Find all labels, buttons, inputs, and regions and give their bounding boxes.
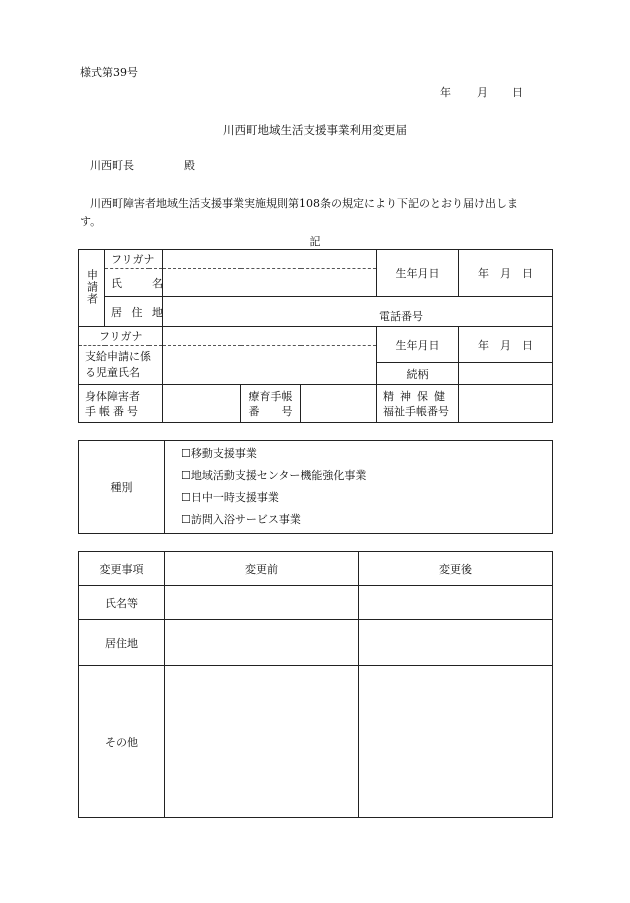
relation-field[interactable] [459,363,553,385]
kind-label: 種別 [79,441,165,534]
applicant-furigana-label: フリガナ [105,250,163,269]
kind-option-idou[interactable]: ☐移動支援事業 [181,447,257,460]
name-before-field[interactable] [165,586,359,620]
ki-mark: 記 [309,235,321,248]
change-table [78,551,553,818]
child-furigana-label: フリガナ [79,327,163,346]
body-text-line2: す。 [80,215,102,228]
body-text-line1: 川西町障害者地域生活支援事業実施規則第108条の規定により下記のとおり届け出しま [90,197,518,210]
other-before-field[interactable] [165,666,359,818]
child-birth-value[interactable]: 年 月 日 [459,327,553,363]
row-label-address: 居住地 [79,620,165,666]
form-number: 様式第39号 [80,66,138,79]
kind-option-chiiki-center[interactable]: ☐地域活動支援センター機能強化事業 [181,469,367,482]
row-label-name: 氏名等 [79,586,165,620]
ryoiku-book-field[interactable] [301,385,377,423]
kind-option-houmon-nyuyoku[interactable]: ☐訪問入浴サービス事業 [181,513,301,526]
honorific: 殿 [184,159,195,172]
address-after-field[interactable] [359,620,553,666]
date-day: 日 [512,86,523,99]
kind-options [165,441,553,534]
col-header-item: 変更事項 [79,552,165,586]
addressee: 川西町長 [90,159,134,172]
col-header-before: 変更前 [165,552,359,586]
applicant-address-field[interactable] [163,297,553,327]
applicant-table [78,249,553,423]
child-birth-label: 生年月日 [377,327,459,363]
applicant-address-label: 居 住 地 [105,297,163,327]
kind-option-nicchu[interactable]: ☐日中一時支援事業 [181,491,279,504]
applicant-birth-label: 生年月日 [377,250,459,297]
date-month: 月 [477,86,488,99]
date-year: 年 [440,86,451,99]
applicant-name-field[interactable] [163,269,377,297]
relation-label: 続柄 [377,363,459,385]
document-title: 川西町地域生活支援事業利用変更届 [223,123,407,137]
row-label-other: その他 [79,666,165,818]
child-name-label: 支給申請に係 る児童氏名 [79,346,163,385]
address-before-field[interactable] [165,620,359,666]
kind-table [78,440,553,534]
name-after-field[interactable] [359,586,553,620]
child-furigana-field[interactable] [163,327,377,346]
mental-book-field[interactable] [459,385,553,423]
other-after-field[interactable] [359,666,553,818]
applicant-name-label: 氏 名 [105,269,163,297]
child-name-field[interactable] [163,346,377,385]
disability-book-label: 身体障害者 手帳番号 [79,385,163,423]
mental-book-label: 精神保健 福祉手帳番号 [377,385,459,423]
ryoiku-book-label: 療育手帳 番 号 [241,385,301,423]
col-header-after: 変更後 [359,552,553,586]
applicant-side-label: 申請者 [79,250,105,327]
applicant-birth-value[interactable]: 年 月 日 [459,250,553,297]
phone-label: 電話番号 [379,310,424,323]
disability-book-field[interactable] [163,385,241,423]
applicant-furigana-field[interactable] [163,250,377,269]
